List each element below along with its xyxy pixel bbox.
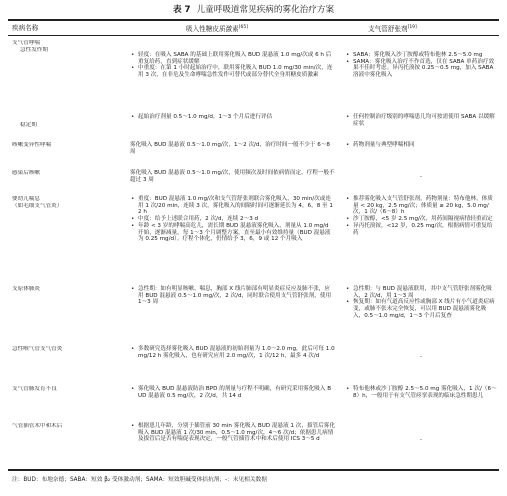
disease-name: 稳定期 — [20, 122, 37, 128]
disease-name-cell — [12, 196, 118, 209]
table-top-rule — [8, 19, 499, 21]
ics-text: 雾化吸入 BUD 混悬液 0.5～1.0 mg/次，1～2 次/d，治疗时间一般不少于 6～8 周 — [130, 142, 330, 155]
ics-item: • 轻度：在吸入 SABA 的基础上联用雾化吸入 BUD 混悬液 1.0 mg/次或 6 h 后重复给药，直到症状缓解 — [130, 52, 335, 65]
disease-name-cell — [12, 423, 118, 430]
bronchodilator-no-data: - — [419, 437, 423, 443]
bronchodilator-item: • 特布他林或沙丁胺醇 2.5～5.0 mg 雾化吸入，1 次/（6～8）h，一般用于有支气管痉挛表现的临床急性期患儿 — [345, 386, 497, 399]
bronchodilator-cell — [345, 52, 497, 79]
disease-name-cell — [12, 386, 118, 393]
bronchodilator-cell — [345, 196, 497, 236]
bronchodilator-no-data: - — [419, 354, 423, 360]
bronchodilator-cell — [345, 386, 497, 399]
bronchodilator-item: • 任何控制治疗级别的哮喘患儿均可按需使用 SABA 以缓解症状 — [345, 114, 497, 127]
bronchodilator-item: • SAMA：雾化吸入治疗不作首选，仅在 SABA 单药治疗效果不佳时考虑。异丙托溴铵 0.25～0.5 mg，加入 SABA 溶液中雾化吸入 — [345, 59, 497, 79]
ics-cell — [130, 142, 335, 155]
disease-name-cell — [12, 40, 118, 53]
bronchodilator-item: • 异丙托溴铵，<12 岁，0.25 mg/次，根据病情可重复给药 — [345, 223, 497, 236]
disease-name-cell — [12, 286, 118, 293]
bronchodilator-item: • 推荐雾化吸入支气管舒张剂，药物剂量：特布他林，体质量 < 20 kg，2.5 mg/次；体质量 ≥ 20 kg，5.0 mg/次，1 次/（6～8）h — [345, 196, 497, 216]
column-header-bronchodilator — [368, 21, 417, 35]
disease-name: 支原体肺炎 — [12, 286, 40, 292]
ics-item: • 重度：BUD 混悬液 1.0 mg/次和支气管舒张剂联合雾化吸入，30 min/次或连用 1 次/20 min，连续 3 次，雾化吸入的间隔时间可逐渐延长为 4，6，8 至 12 h — [130, 196, 335, 216]
bronchodilator-item: • 沙丁胺醇，<5 岁 2.5 mg/次，用药间隔视病情轻重而定 — [345, 216, 497, 223]
disease-name-cell — [12, 122, 118, 129]
bronchodilator-no-data: - — [419, 174, 423, 180]
ics-item: • 根据患儿年龄，分别于插管前 30 min 雾化吸入 BUD 混悬液 1 次，拔管后雾化吸入 BUD 混悬液 1 次/30 min，0.5～1.0 mg/次，4～6 次/d；依据患儿病情及拔管后是否有喘促表现决定，一般气管插管术中和术后使用 ICS 3～5 d — [130, 423, 335, 443]
ics-cell — [130, 286, 335, 306]
ics-cell — [130, 114, 335, 121]
bronchodilator-item: • 恢复期：如有气道高反应性或胸部 X 线片有小气道炎症病变，或肺不张未完全恢复，可以用 BUD 混悬液雾化吸入，0.5～1.0 mg/d，1～3 个月后复查 — [345, 299, 497, 319]
ics-item: • 急性期：如有明显咳嗽、喘息，胸部 X 线片肺部有明显炎症反应及肺不张，应用 BUD 混悬液 0.5～1.0 mg/次，2 次/d，同时联合使用支气管舒张剂，使用 1～3 周 — [130, 286, 335, 306]
disease-name: 感染后咳嗽 — [12, 170, 40, 176]
disease-name-cell — [12, 142, 118, 149]
ics-item: • 年龄 < 3 岁的哮喘高危儿，需长期 BUD 混悬液雾化吸入，剂量从 1.0 mg/d 开始，逐渐减量，每 1～3 个月调整方案，直至最小有效维持量（BUD 混悬液为 0.25 mg/d）。疗程个体化，仍情给予 3，6，9 或 12 个月吸入 — [130, 223, 335, 243]
bronchodilator-cell — [345, 142, 497, 149]
column-header-ics — [186, 21, 248, 35]
bronchodilator-cell — [345, 286, 497, 320]
table-title: 儿童呼吸道常见疾病的雾化治疗方案 — [196, 5, 335, 15]
disease-name: 咳嗽变异性哮喘 — [12, 142, 52, 148]
disease-name: 支气管肺发育不良 — [12, 386, 57, 392]
disease-name: 急性喉气管支气管炎 — [12, 346, 63, 352]
disease-name-note: （如毛细支气管炎） — [12, 202, 63, 209]
ics-cell — [130, 346, 335, 359]
bronchodilator-cell — [345, 114, 497, 127]
disease-name: 急性发作期 — [20, 46, 48, 53]
bronchodilator-item: • 药物剂量与典型哮喘相同 — [345, 142, 497, 149]
disease-name-cell — [12, 170, 118, 177]
column-header-bronchodilator-ref: [19] — [407, 25, 417, 30]
table-footnote: 注：BUD：布地奈德；SABA：短效 β₂ 受体激动剂；SAMA：短效胆碱受体拮抗剂；-：未见相关数据 — [12, 477, 267, 483]
disease-group-name: 支气管哮喘 — [12, 40, 40, 46]
ics-cell — [130, 196, 335, 243]
ics-cell — [130, 423, 335, 443]
disease-name: 气管插管术中和术后 — [12, 423, 63, 429]
ics-cell — [130, 170, 335, 183]
table-header-rule — [8, 35, 499, 36]
ics-item: • 中度：给予上述联合用药，2 次/d，连续 2～3 d — [130, 216, 335, 223]
ics-item: • 多数研究选择雾化吸入 BUD 混悬液的初始剂量为 1.0～2.0 mg，此后可每 1.0 mg/12 h 雾化吸入，也有研究应用 2.0 mg/次，1 次/12 h，最多 4 次/d — [130, 346, 335, 359]
table-bottom-rule — [8, 469, 499, 471]
bronchodilator-item: • 急性期：与 BUD 混悬液联用，其中支气管舒张剂雾化吸入，2 次/d，用 1～3 周 — [345, 286, 497, 299]
column-header-bronchodilator-label: 支气管舒张剂 — [368, 25, 408, 34]
ics-cell — [130, 386, 335, 399]
table-caption — [0, 2, 507, 18]
column-header-disease: 疾病名称 — [12, 24, 39, 32]
ics-item: • 起始治疗剂量 0.5～1.0 mg/d，1～3 个月后进行评估 — [130, 114, 335, 121]
column-header-ics-label: 吸入性糖皮质激素 — [186, 25, 239, 34]
table-number: 表 7 — [172, 5, 191, 15]
ics-item: • 雾化吸入 BUD 混悬液防治 BPD 的剂量与疗程不明确，有研究采用雾化吸入 BUD 混悬液 0.5 mg/次，2 次/d，共 14 d — [130, 386, 335, 399]
ics-text: 雾化吸入 BUD 混悬液 0.5～1.0 mg/次，使用频次及时间依病情而定，疗程一般不超过 3 周 — [130, 170, 335, 183]
bronchodilator-item: • SABA：雾化吸入沙丁胺醇或特布他林 2.5～5.0 mg — [345, 52, 497, 59]
ics-cell — [130, 52, 335, 79]
disease-name-cell — [12, 346, 118, 353]
disease-name: 婴幼儿喘息 — [12, 196, 40, 202]
column-header-ics-ref: [65] — [238, 25, 248, 30]
ics-item: • 中重度：在第 1 小时起始治疗中，联用雾化吸入 BUD 1.0 mg/30 min/次，连用 3 次，在非危及生命哮喘急性发作可替代或部分替代全身用糖皮质激素 — [130, 65, 335, 78]
